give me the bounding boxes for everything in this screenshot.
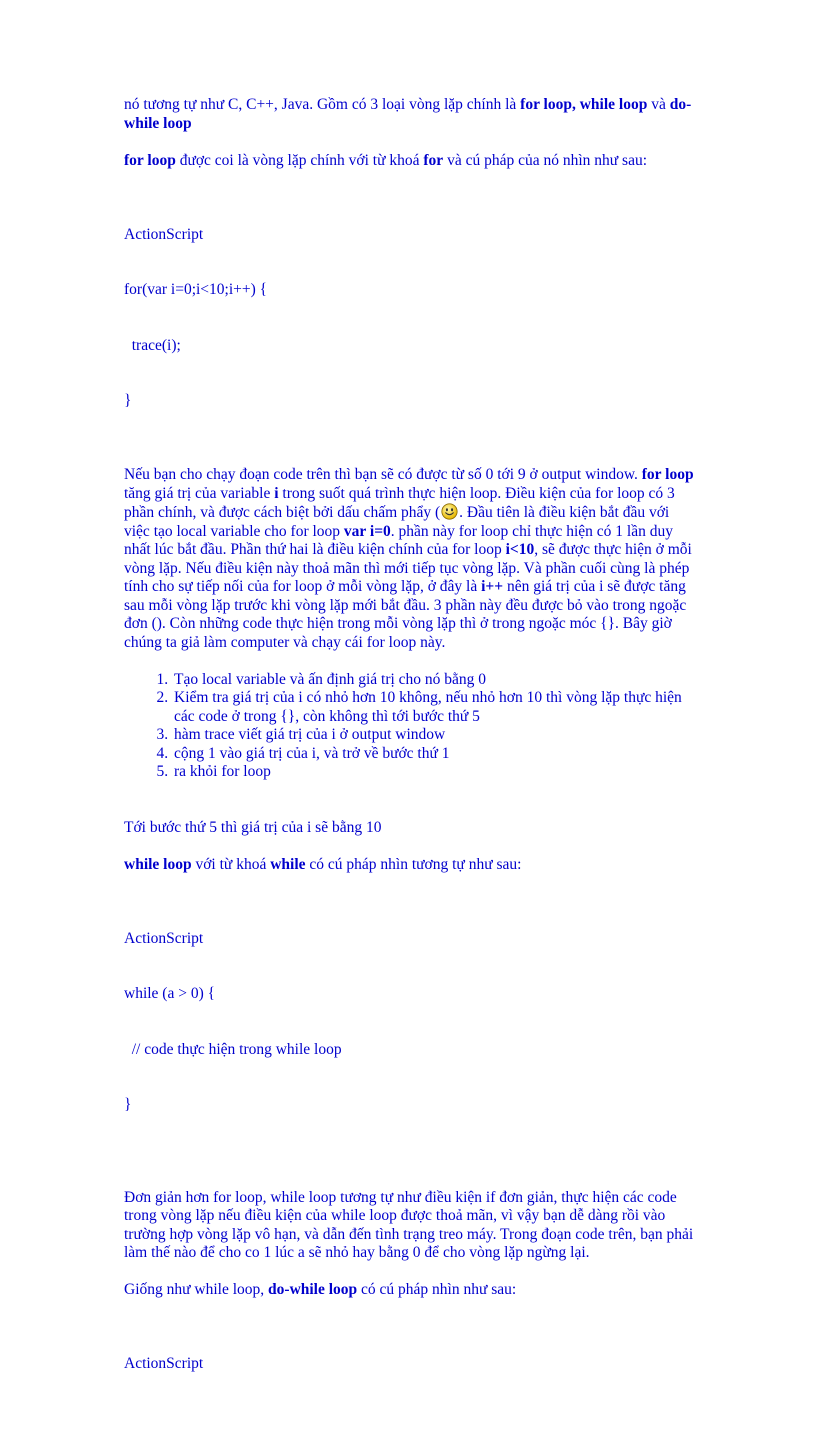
intro-bold-loops: for loop, while loop <box>520 96 648 113</box>
code-line: } <box>124 392 132 409</box>
forloop-explanation-paragraph <box>124 466 694 652</box>
forloop-text: được coi là vòng lặp chính với từ khoá <box>175 151 424 169</box>
explain-text: tăng giá trị của variable <box>124 484 275 502</box>
code-language-label: ActionScript <box>124 225 204 243</box>
while-explanation-paragraph: Đơn giản hơn for loop, while loop tương tự như điều kiện if đơn giản, thực hiện các code trong vòng lặp nếu điều kiện của while loop được thoả mãn, vì vậy bạn dễ dàng rồi vào trường hợp vòng lặp vô hạn, và dẫn đến tình trạng treo máy. Trong đoạn code trên, bạn phải làm thế nào để cho co 1 lúc a sẽ nhỏ hay bằng 0 để cho vòng lặp ngừng lại. <box>124 1188 694 1261</box>
spacer <box>124 800 694 819</box>
document-page <box>124 96 694 1429</box>
dowhile-text: Giống như while loop, <box>124 1281 269 1298</box>
list-item: 5. ra khỏi for loop <box>172 763 694 782</box>
whileloop-text-syntax: có cú pháp nhìn tương tự như sau: <box>305 855 522 873</box>
bold-condition: i<10 <box>505 541 535 558</box>
whileloop-intro-paragraph <box>124 856 694 875</box>
dowhile-keyword: do-while loop <box>268 1281 358 1298</box>
for-keyword: for <box>423 151 444 169</box>
steps-list <box>124 671 694 782</box>
whileloop-keyword: while loop <box>124 855 192 873</box>
explain-text: trong suốt quá trình thực hiện loop. Điều kiện của for loop có 3 phần chính, và được cách biệt bởi dấu chấm phẩy ( <box>124 484 675 521</box>
forloop-text-syntax: và cú pháp của nó nhìn như sau: <box>443 151 648 169</box>
step5-result-paragraph: Tới bước thứ 5 thì giá trị của i sẽ bằng 10 <box>124 818 382 836</box>
spacer <box>124 1170 694 1189</box>
bold-for-loop: for loop <box>641 466 694 483</box>
dowhile-text-syntax: có cú pháp nhìn như sau: <box>357 1281 517 1298</box>
smiley-face-icon <box>441 503 458 520</box>
intro-text: nó tương tự như C, C++, Java. Gồm có 3 loại vòng lặp chính là <box>124 96 521 113</box>
code-line: // code thực hiện trong while loop <box>124 1040 342 1058</box>
explain-text: , sẽ được thực hiện ở mỗi vòng lặp. Nếu điều kiện này thoả mãn thì mới tiếp tục vòng lặp. Và phần cuối cùng là phép tính cho sự tiếp nối của for loop ở mỗi vòng lặp, ở đây là <box>124 541 692 595</box>
intro-bold-dowhile: do-while loop <box>124 96 692 132</box>
code-line: while (a > 0) { <box>124 985 216 1002</box>
list-item: 2. Kiểm tra giá trị của i có nhỏ hơn 10 không, nếu nhỏ hơn 10 thì vòng lặp thực hiện các code ở trong {}, còn không thì tới bước thứ 5 <box>172 689 694 726</box>
intro-text-and: và <box>647 96 670 113</box>
code-line: } <box>124 1096 132 1113</box>
code-language-label: ActionScript <box>124 929 204 947</box>
forloop-keyword: for loop <box>124 151 176 169</box>
bold-variable-i: i <box>274 484 279 502</box>
intro-paragraph <box>124 96 694 133</box>
code-language-label: ActionScript <box>124 1355 204 1372</box>
explain-text: . phần này for loop chỉ thực hiện có 1 lần duy nhất lúc bắt đầu. Phần thứ hai là điều kiện chính của for loop <box>124 522 673 558</box>
dowhile-intro-paragraph <box>124 1281 694 1300</box>
bold-increment: i++ <box>481 578 504 595</box>
list-item: 3. hàm trace viết giá trị của i ở output window <box>172 726 694 745</box>
code-block-dowhile <box>124 1318 694 1411</box>
bold-var-init: var i=0 <box>343 522 391 540</box>
explain-text: Nếu bạn cho chạy đoạn code trên thì bạn sẽ có được từ số 0 tới 9 ở output window. <box>124 466 642 483</box>
list-item: 4. cộng 1 vào giá trị của i, và trở về bước thứ 1 <box>172 745 694 764</box>
code-block-while <box>124 893 694 1152</box>
code-block-for <box>124 189 694 448</box>
whileloop-text: với từ khoá <box>191 855 271 873</box>
code-line: for(var i=0;i<10;i++) { <box>124 281 268 298</box>
code-line: trace(i); <box>124 336 181 354</box>
list-item: 1. Tạo local variable và ấn định giá trị cho nó bằng 0 <box>172 671 694 690</box>
while-keyword: while <box>270 855 306 873</box>
explain-text: . Đầu tiên là điều kiện bắt đầu với việc tạo local variable cho for loop <box>124 504 670 540</box>
forloop-intro-paragraph <box>124 152 694 171</box>
explain-text: nên giá trị của i sẽ được tăng sau mỗi vòng lặp trước khi vòng lặp mới bắt đầu. 3 phần này đều được bỏ vào trong ngoặc đơn (). Còn những code thực hiện trong mỗi vòng lặp thì ở trong ngoặc móc {}. Bây giờ chúng ta giả làm computer và chạy cái for loop này. <box>124 578 687 651</box>
